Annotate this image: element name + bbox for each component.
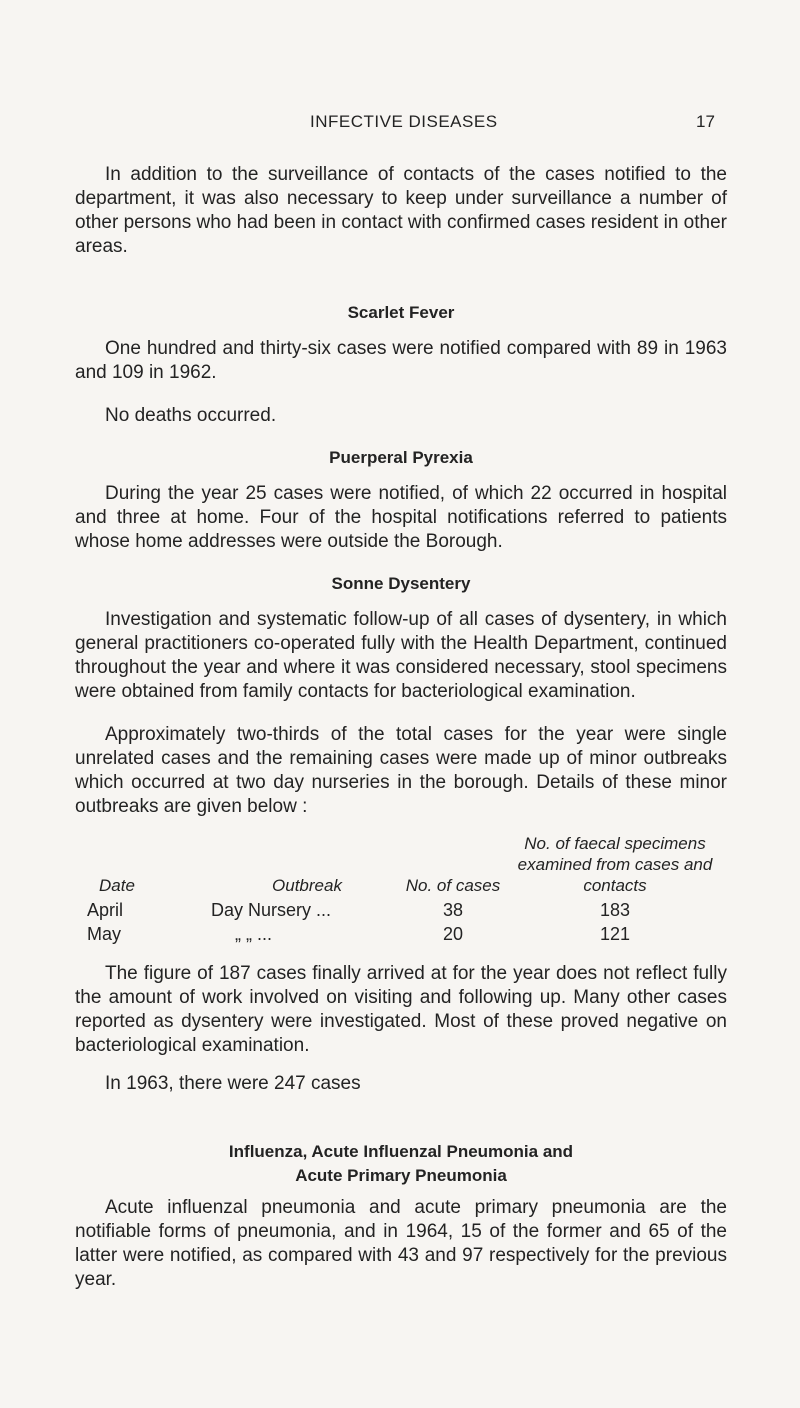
scarlet-fever-deaths: No deaths occurred. [105,405,277,426]
influenza-paragraph: Acute influenzal pneumonia and acute primary pneumonia are the notifiable forms of pneumonia, and in 1964, 15 of the former and 65 of the latter were notified, as compared with 43 and 97 respectively for the previous year. [75,1197,727,1290]
page-body [75,163,727,1292]
page-header [0,112,800,138]
outbreaks-table [75,833,727,946]
puerperal-pyrexia-heading: Puerperal Pyrexia [329,448,473,467]
dysentery-paragraph-investigation: Investigation and systematic follow-up of all cases of dysentery, in which general practitioners co-operated fully with the Health Department, continued throughout the year and where it was considered necessary, stool specimens were obtained from family contacts for bacteriological examination. [75,609,727,702]
cell-outbreak: Day Nursery ... [211,900,332,920]
cell-outbreak: „ „ ... [235,924,272,944]
running-title: INFECTIVE DISEASES [310,112,498,131]
puerperal-pyrexia-paragraph: During the year 25 cases were notified, of which 22 occurred in hospital and three at home. Four of the hospital notifications referred to patients whose home addresses were outside the Borough. [75,483,727,552]
table-header-row [75,833,727,896]
intro-paragraph: In addition to the surveillance of contacts of the cases notified to the department, it was also necessary to keep under surveillance a number of other persons who had been in contact with confirmed cases resident in other areas. [75,164,727,257]
header-cases: No. of cases [405,876,501,895]
cell-specimens: 183 [599,900,631,920]
cell-cases: 20 [442,924,464,944]
scarlet-fever-paragraph: One hundred and thirty-six cases were notified compared with 89 in 1963 and 109 in 1962. [75,338,727,383]
table-row [75,922,727,946]
cell-specimens: 121 [599,924,631,944]
sonne-dysentery-heading: Sonne Dysentery [331,574,471,593]
influenza-heading-line2: Acute Primary Pneumonia [295,1166,507,1185]
influenza-heading [75,1140,727,1188]
cell-date: April [87,900,124,920]
header-outbreak: Outbreak [272,876,342,895]
table-row [75,896,727,922]
dysentery-paragraph-1963: In 1963, there were 247 cases [105,1073,361,1094]
dysentery-paragraph-outbreaks: Approximately two-thirds of the total cases for the year were single unrelated cases and the remaining cases were made up of minor outbreaks which occurred at two day nurseries in the borough. Details of these minor outbreaks are given below : [75,724,727,817]
dysentery-paragraph-figure: The figure of 187 cases finally arrived at for the year does not reflect fully the amount of work involved on visiting and following up. Many other cases reported as dysentery were investigated. Most of these proved negative on bacteriological examination. [75,963,727,1056]
scarlet-fever-heading: Scarlet Fever [347,303,455,322]
cell-date: May [87,924,122,944]
header-specimens: No. of faecal specimens examined from cases and contacts [517,834,713,895]
page-number: 17 [696,112,715,131]
cell-cases: 38 [442,900,464,920]
influenza-heading-line1: Influenza, Acute Influenzal Pneumonia and [228,1142,574,1161]
header-date: Date [99,876,135,895]
